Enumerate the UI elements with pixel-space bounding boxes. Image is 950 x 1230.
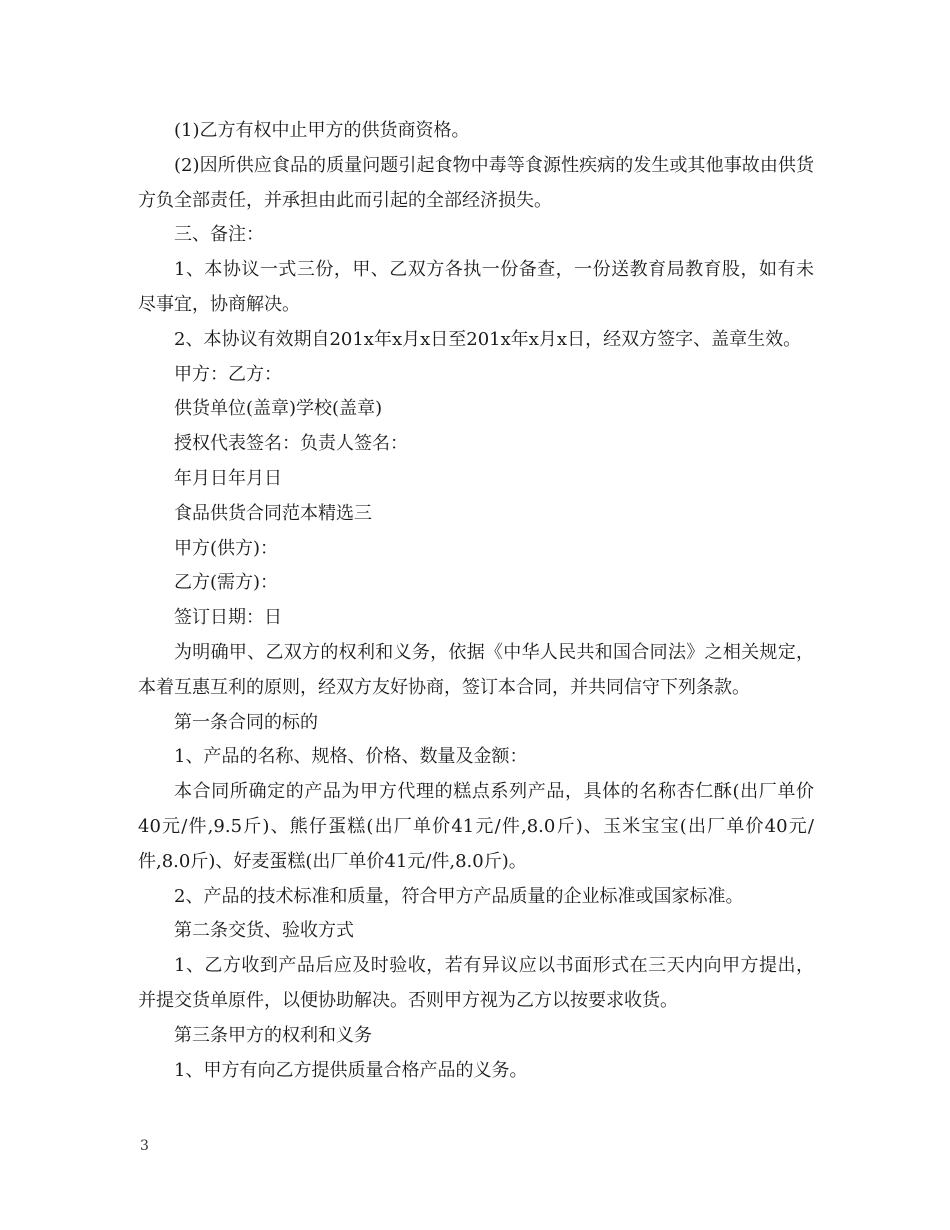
signature-seals: 供货单位(盖章)学校(盖章) [174, 398, 383, 420]
article-2-heading: 第二条交货、验收方式 [174, 920, 354, 942]
paragraph-1: (1)乙方有权中止甲方的供货商资格。 [174, 120, 470, 141]
article-3-item-1: 1、甲方有向乙方提供质量合格产品的义务。 [174, 1059, 528, 1081]
article-1-item-1: 1、产品的名称、规格、价格、数量及金额： [174, 746, 528, 768]
signature-names: 授权代表签名：负责人签名： [174, 433, 408, 455]
page-number: 3 [140, 1138, 149, 1154]
article-1-heading: 第一条合同的标的 [174, 711, 318, 733]
article-3-heading: 第三条甲方的权利和义务 [174, 1024, 372, 1046]
signature-parties: 甲方：乙方： [174, 363, 282, 385]
signature-dates: 年月日年月日 [174, 467, 282, 489]
paragraph-5: 2、本协议有效期自201x年x月x日至201x年x月x日，经双方签字、盖章生效。 [174, 328, 802, 350]
preamble: 为明确甲、乙双方的权利和义务，依据《中华人民共和国合同法》之相关规定，本着互惠互利的原则，经双方友好协商，签订本合同，并共同信守下列条款。 [138, 641, 814, 698]
article-1-item-2: 2、产品的技术标准和质量，符合甲方产品质量的企业标准或国家标准。 [174, 885, 744, 907]
party-b: 乙方(需方)： [174, 572, 279, 594]
party-a: 甲方(供方)： [174, 537, 279, 559]
contract-title: 食品供货合同范本精选三 [174, 502, 372, 524]
paragraph-4: 1、本协议一式三份，甲、乙双方各执一份备查，一份送教育局教育股，如有未尽事宜，协商解决。 [138, 259, 814, 315]
signing-date: 签订日期：日 [174, 607, 282, 629]
article-1-products: 本合同所确定的产品为甲方代理的糕点系列产品，具体的名称杏仁酥(出厂单价40元/件,9.5斤)、熊仔蛋糕(出厂单价41元/件,8.0斤)、玉米宝宝(出厂单价40元/件,8.0斤)、好麦蛋糕(出厂单价41元/件,8.0斤)。 [138, 781, 814, 872]
article-2-item-1: 1、乙方收到产品后应及时验收，若有异议应以书面形式在三天内向甲方提出，并提交货单原件，以便协助解决。否则甲方视为乙方以按要求收货。 [138, 955, 814, 1011]
section-heading-remarks: 三、备注： [174, 224, 264, 246]
document-body [138, 114, 814, 1088]
paragraph-2: (2)因所供应食品的质量问题引起食物中毒等食源性疾病的发生或其他事故由供货方负全部责任，并承担由此而引起的全部经济损失。 [138, 154, 814, 211]
